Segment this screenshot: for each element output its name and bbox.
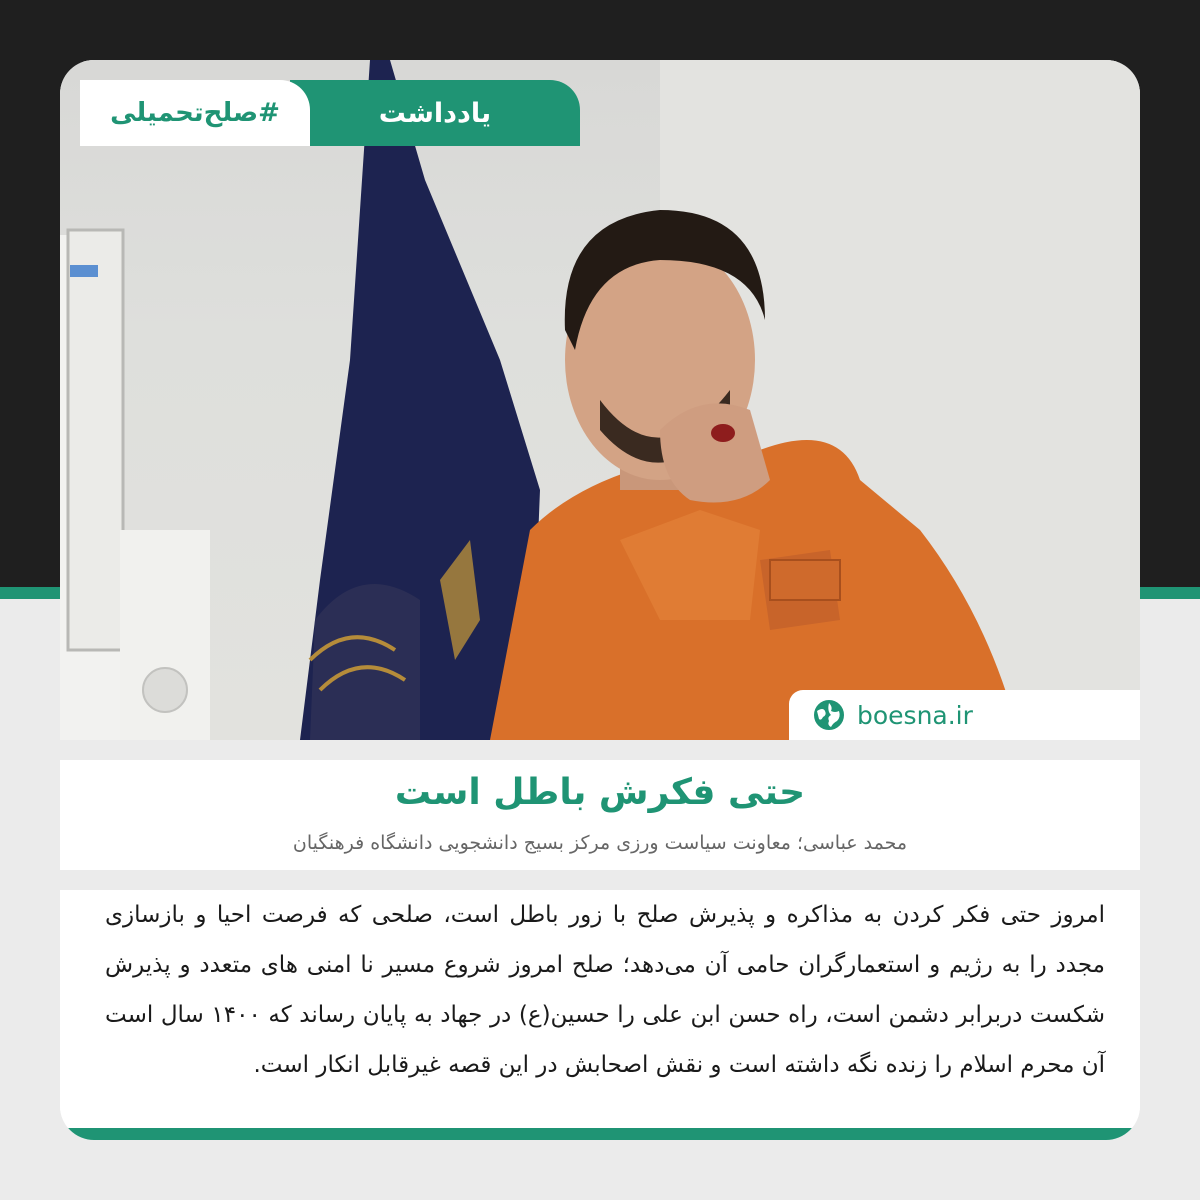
divider-top xyxy=(60,740,1140,760)
post-tags xyxy=(80,80,580,146)
article-body: امروز حتی فکر کردن به مذاکره و پذیرش صلح با زور باطل است، صلحی که فرصت احیا و بازسازی مجدد را به رژیم و استعمارگران حامی آن می‌دهد؛ صلح امروز شروع مسیر نا امنی های متعدد و پذیرش شکست دربرابر دشمن است، راه حسن ابن علی را حسین(ع) در جهاد به پایان رساند که ۱۴۰۰ سال است آن محرم اسلام را زنده نگه داشته است و نقش اصحابش در این قصه غیرقابل انکار است. xyxy=(105,902,1106,1078)
photo-illustration xyxy=(60,60,1140,740)
hashtag-label[interactable]: #صلح‌تحمیلی xyxy=(110,98,280,128)
globe-icon xyxy=(813,699,845,731)
hashtag-tag[interactable] xyxy=(80,80,310,146)
site-label[interactable]: boesna.ir xyxy=(857,700,973,730)
category-tag xyxy=(290,80,580,146)
article-byline: محمد عباسی؛ معاونت سیاست ورزی مرکز بسیج دانشجویی دانشگاه فرهنگیان xyxy=(292,832,908,854)
post-card xyxy=(60,60,1140,1140)
bottom-accent-bar xyxy=(60,1128,1140,1140)
category-label: یادداشت xyxy=(378,97,492,129)
divider-bottom xyxy=(60,870,1140,890)
article-title: حتی فکرش باطل است xyxy=(394,772,806,813)
speaker-photo xyxy=(60,60,1140,740)
site-badge[interactable] xyxy=(789,690,1140,740)
